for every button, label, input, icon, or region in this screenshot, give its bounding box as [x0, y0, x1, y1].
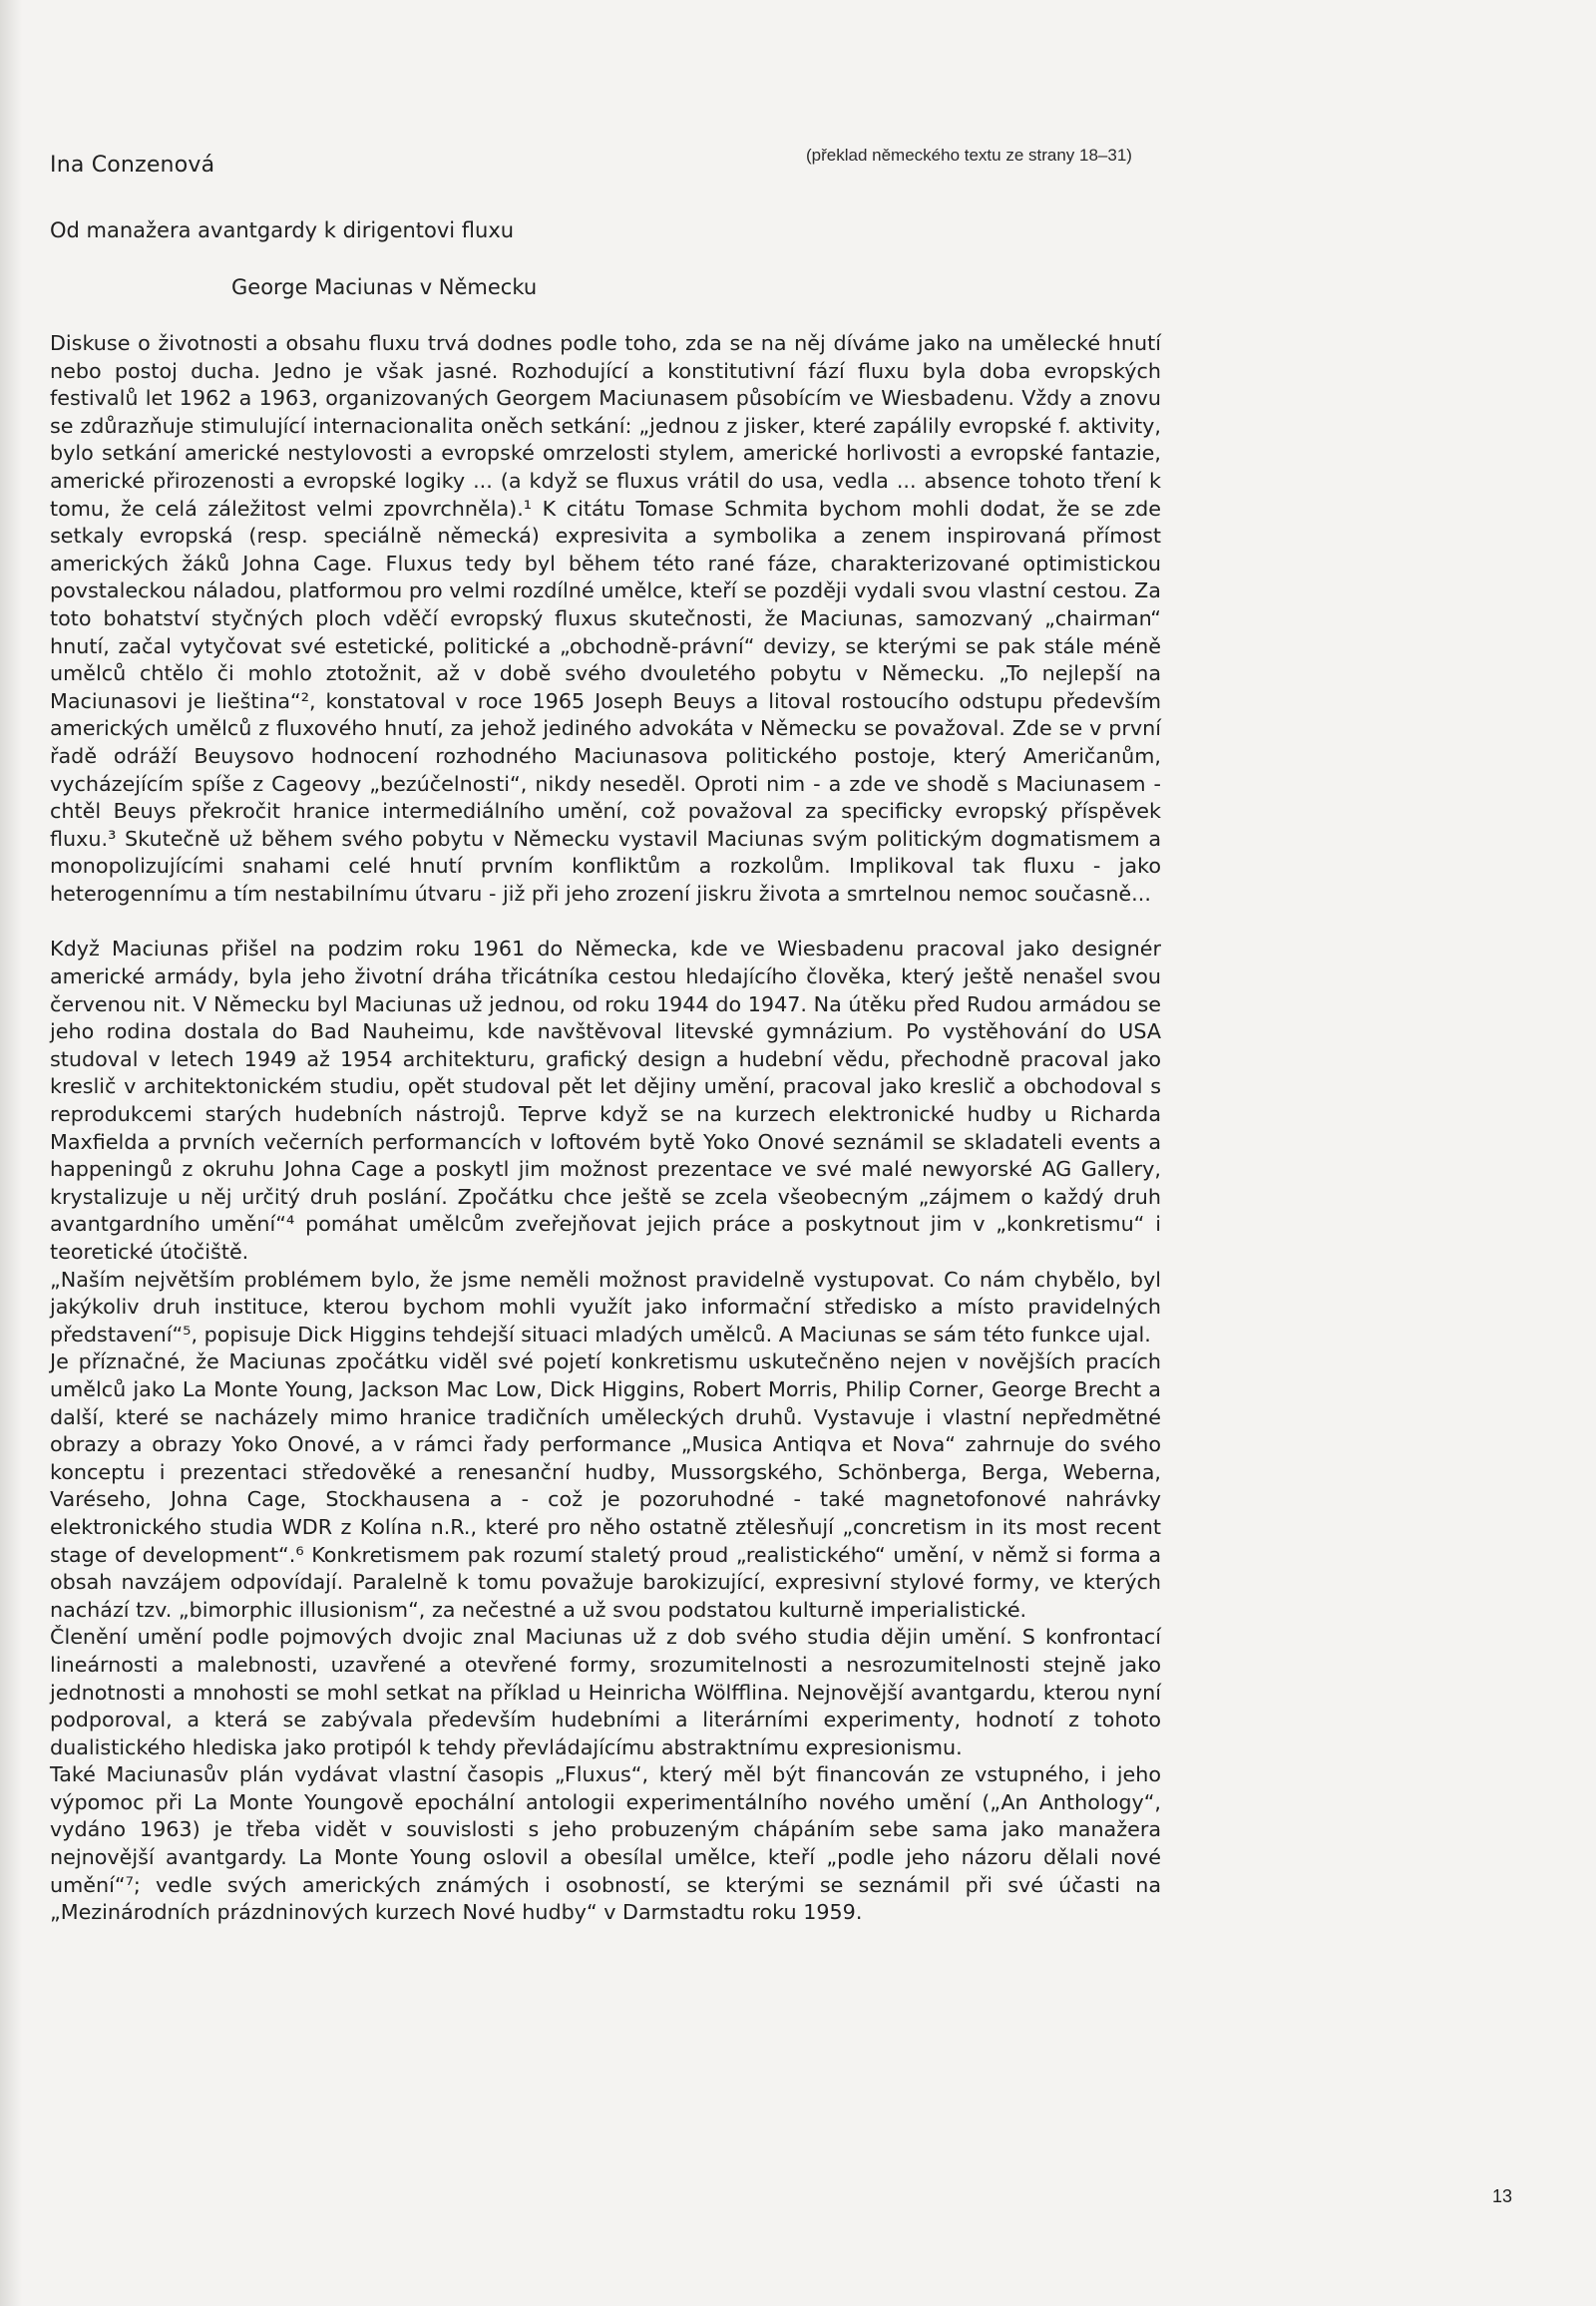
article-title: Od manažera avantgardy k dirigentovi fluxu: [50, 218, 515, 242]
page-number: 13: [1492, 2186, 1513, 2206]
article-subtitle: George Maciunas v Německu: [231, 275, 538, 299]
paragraph: „Naším největším problémem bylo, že jsme neměli možnost pravidelně vystupovat. Co nám chybělo, byl jakýkoliv druh instituce, kterou bychom mohli využít jako informační středisko a místo pravidelných představení“⁵, popisuje Dick Higgins tehdejší situaci mladých umělců. A Maciunas se sám této funkce ujal.: [50, 1267, 1161, 1346]
paragraph: Také Maciunasův plán vydávat vlastní časopis „Fluxus“, který měl být financován ze vstupného, i jeho výpomoc při La Monte Youngově epochální antologii experimentálního nového umění („An Anthology“, vydáno 1963) je třeba vidět v souvislosti s jeho probuzeným chápáním sebe sama jako manažera nejnovější avantgardy. La Monte Young oslovil a obesílal umělce, kteří „podle jeho názoru dělali nové umění“⁷; vedle svých amerických známých i osobností, se kterými se seznámil při své účasti na „Mezinárodních prázdninových kurzech Nové hudby“ v Darmstadtu roku 1959.: [50, 1762, 1161, 1925]
article-body: [50, 330, 1161, 1927]
paragraph: Je příznačné, že Maciunas zpočátku viděl své pojetí konkretismu uskutečněno nejen v novějších pracích umělců jako La Monte Young, Jackson Mac Low, Dick Higgins, Robert Morris, Philip Corner, George Brecht a další, které se nacházely mimo hranice tradičních uměleckých druhů. Vystavuje i vlastní nepředmětné obrazy a obrazy Yoko Onové, a v rámci řady performance „Musica Antiqva et Nova“ zahrnuje do svého konceptu i prezentaci středověké a renesanční hudby, Mussorgského, Schönberga, Berga, Weberna, Varéseho, Johna Cage, Stockhausena a - což je pozoruhodné - také magnetofonové nahrávky elektronického studia WDR z Kolína n.R., které pro něho ostatně ztělesňují „concretism in its most recent stage of development“.⁶ Konkretismem pak rozumí staletý proud „realistického“ umění, v němž si forma a obsah navzájem odpovídají. Paralelně k tomu považuje barokizující, expresivní stylové formy, ve kterých nachází tzv. „bimorphic illusionism“, za nečestné a už svou podstatou kulturně imperialistické.: [50, 1349, 1161, 1622]
paragraph: Diskuse o životnosti a obsahu fluxu trvá dodnes podle toho, zda se na něj díváme jako na umělecké hnutí nebo postoj ducha. Jedno je však jasné. Rozhodující a konstitutivní fází fluxu byla doba evropských festivalů let 1962 a 1963, organizovaných Georgem Maciunasem působícím ve Wiesbadenu. Vždy a znovu se zdůrazňuje stimulující internacionalita oněch setkání: „jednou z jisker, které zapálily evropské f. aktivity, bylo setkání americké nestylovosti a evropské omrzelosti stylem, americké horlivosti a evropské fantazie, americké přirozenosti a evropské logiky ... (a když se fluxus vrátil do usa, vedla ... absence tohoto tření k tomu, že celá záležitost velmi zpovrchněla).¹ K citátu Tomase Schmita bychom mohli dodat, že se zde setkaly evropská (resp. speciálně německá) expresivita a symbolika a zenem inspirovaná přímost amerických žáků Johna Cage. Fluxus tedy byl během této rané fáze, charakterizované optimistickou povstaleckou náladou, platformou pro velmi rozdílné umělce, kteří se později vydali svou vlastní cestou. Za toto bohatství styčných ploch vděčí evropský fluxus skutečnosti, že Maciunas, samozvaný „chairman“ hnutí, začal vytyčovat své estetické, politické a „obchodně-právní“ devizy, se kterými se pak stále méně umělců chtělo či mohlo ztotožnit, až v době svého dvouletého pobytu v Německu. „To nejlepší na Maciunasovi je lieština“², konstatoval v roce 1965 Joseph Beuys a litoval rostoucího odstupu především amerických umělců z fluxového hnutí, za jehož jediného advokáta v Německu se považoval. Zde se v první řadě odráží Beuysovo hodnocení rozhodného Maciunasova politického postoje, který Američanům, vycházejícím spíše z Cageovy „bezúčelnosti“, nikdy neseděl. Oproti nim - a zde ve shodě s Maciunasem - chtěl Beuys překročit hranice intermediálního umění, což považoval za specificky evropský příspěvek fluxu.³ Skutečně už během svého pobytu v Německu vystavil Maciunas svým politickým dogmatismem a monopolizujícími snahami celé hnutí prvním konfliktům a rozkolům. Implikoval tak fluxu - jako heterogennímu a tím nestabilnímu útvaru - již při jeho zrození jiskru života a smrtelnou nemoc současně...: [50, 331, 1161, 906]
author-name: Ina Conzenová: [50, 153, 215, 178]
translation-note: (překlad německého textu ze strany 18–31): [806, 146, 1132, 165]
paragraph: Když Maciunas přišel na podzim roku 1961 do Německa, kde ve Wiesbadenu pracoval jako designér americké armády, byla jeho životní dráha třicátníka cestou hledajícího člověka, který ještě nenašel svou červenou nit. V Německu byl Maciunas už jednou, od roku 1944 do 1947. Na útěku před Rudou armádou se jeho rodina dostala do Bad Nauheimu, kde navštěvoval litevské gymnázium. Po vystěhování do USA studoval v letech 1949 až 1954 architekturu, grafický design a hudební vědu, přechodně pracoval jako kreslič v architektonickém studiu, opět studoval pět let dějiny umění, pracoval jako kreslič a obchodoval s reprodukcemi starých hudebních nástrojů. Teprve když se na kurzech elektronické hudby u Richarda Maxfielda a prvních večerních performancích v loftovém bytě Yoko Onové seznámil se skladateli events a happeningů z okruhu Johna Cage a poskytl jim možnost prezentace ve své malé newyorské AG Gallery, krystalizuje u něj určitý druh poslání. Zpočátku chce ještě se zcela všeobecným „zájmem o každý druh avantgardního umění“⁴ pomáhat umělcům zveřejňovat jejich práce a poskytnout jim v „konkretismu“ i teoretické útočiště.: [50, 937, 1161, 1264]
paragraph: Členění umění podle pojmových dvojic znal Maciunas už z dob svého studia dějin umění. S konfrontací lineárnosti a malebnosti, uzavřené a otevřené formy, srozumitelnosti a nesrozumitelnosti stejně jako jednotnosti a mnohosti se mohl setkat na příklad u Heinricha Wölfflina. Nejnovější avantgardu, kterou nyní podporoval, a která se zabývala především hudebními a literárními experimenty, hodnotí z tohoto dualistického hlediska jako protipól k tehdy převládajícímu abstraktnímu expresionismu.: [50, 1625, 1161, 1759]
scan-edge-shadow: [0, 0, 22, 2306]
